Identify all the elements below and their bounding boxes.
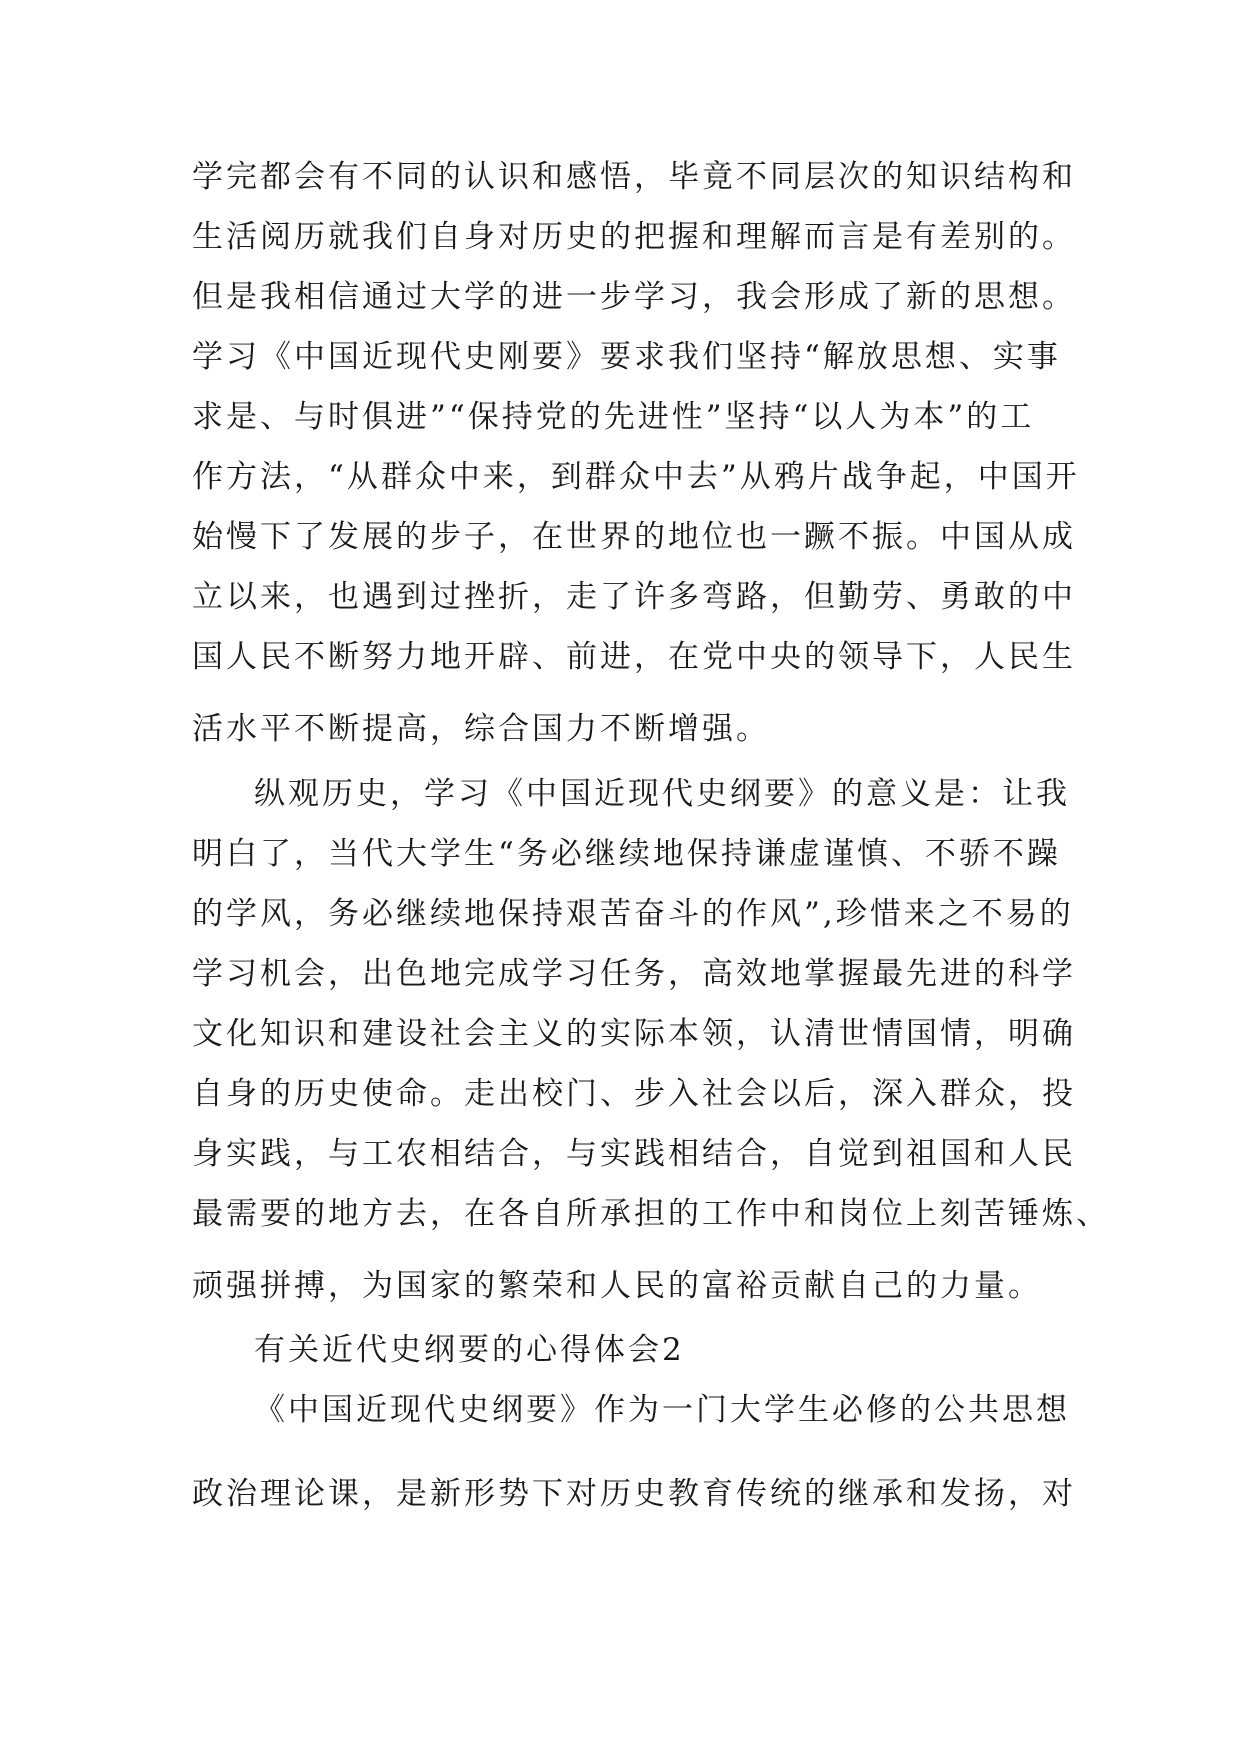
text-line: 身实践，与工农相结合，与实践相结合，自觉到祖国和人民	[192, 1136, 1076, 1172]
paragraph-first-line: 《中国近现代史纲要》作为一门大学生必修的公共思想	[254, 1392, 1070, 1428]
text-line: 自身的历史使命。走出校门、步入社会以后，深入群众，投	[192, 1076, 1076, 1112]
text-line: 最需要的地方去，在各自所承担的工作中和岗位上刻苦锤炼、	[192, 1196, 1110, 1232]
section-heading: 有关近代史纲要的心得体会2	[254, 1332, 685, 1368]
text-line: 作方法，“从群众中来，到群众中去”从鸦片战争起，中国开	[192, 459, 1080, 495]
text-line: 生活阅历就我们自身对历史的把握和理解而言是有差别的。	[192, 219, 1076, 255]
text-line: 明白了，当代大学生“务必继续地保持谦虚谨慎、不骄不躁	[192, 836, 1061, 872]
text-line: 活水平不断提高，综合国力不断增强。	[192, 711, 770, 747]
text-line: 学习《中国近现代史刚要》要求我们坚持“解放思想、实事	[192, 339, 1061, 375]
text-line: 求是、与时俱进”“保持党的先进性”坚持“以人为本”的工	[192, 399, 1035, 435]
text-line: 立以来，也遇到过挫折，走了许多弯路，但勤劳、勇敢的中	[192, 579, 1076, 615]
text-line: 始慢下了发展的步子，在世界的地位也一蹶不振。中国从成	[192, 519, 1076, 555]
text-line: 文化知识和建设社会主义的实际本领，认清世情国情，明确	[192, 1016, 1076, 1052]
text-line: 政治理论课，是新形势下对历史教育传统的继承和发扬，对	[192, 1476, 1076, 1512]
text-line: 学完都会有不同的认识和感悟，毕竟不同层次的知识结构和	[192, 159, 1076, 195]
text-line: 但是我相信通过大学的进一步学习，我会形成了新的思想。	[192, 279, 1076, 315]
paragraph-first-line: 纵观历史，学习《中国近现代史纲要》的意义是：让我	[254, 776, 1070, 812]
text-line: 学习机会，出色地完成学习任务，高效地掌握最先进的科学	[192, 956, 1076, 992]
text-line: 顽强拼搏，为国家的繁荣和人民的富裕贡献自己的力量。	[192, 1268, 1042, 1304]
text-line: 的学风，务必继续地保持艰苦奋斗的作风”,珍惜来之不易的	[192, 896, 1074, 932]
text-line: 国人民不断努力地开辟、前进，在党中央的领导下，人民生	[192, 639, 1076, 675]
